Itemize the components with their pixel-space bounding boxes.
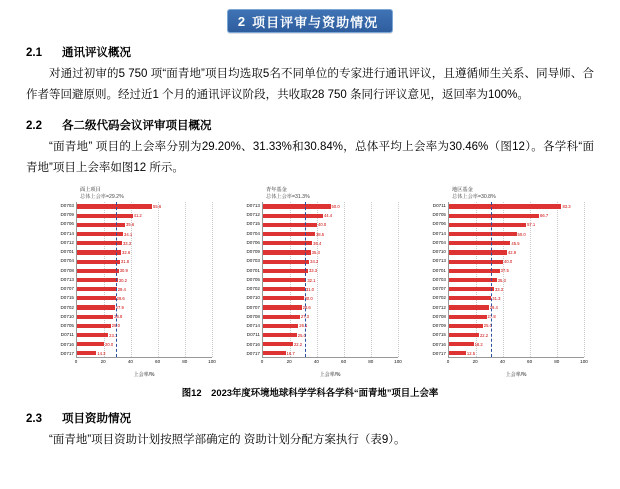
bar-value-label: 22.2 [479,332,489,338]
bar-value-label: 30.9 [119,268,128,274]
paragraph-2-2: “面青地” 项目的上会率分别为29.20%、31.33%和30.84%，总体平均上会率为30.46%（图12）。各学科“面青地”项目上会率如图12 所示。 [26,141,594,174]
y-tick-label: D0707 [60,286,74,292]
bar [77,259,130,265]
bar [77,305,124,311]
bar-value-label: 66.7 [540,213,549,219]
x-tick-label: 60 [527,359,533,364]
document-content [0,44,620,451]
bar-value-label: 20.0 [105,341,114,347]
bar [77,323,120,329]
bar-value-label: 50.0 [331,204,340,210]
y-tick-label: D0701 [432,267,446,273]
y-tick-label: D0714 [60,230,74,236]
bar-value-label: 45.5 [511,240,520,246]
x-tick-label: 0 [74,359,78,364]
section-banner-number: 2 [237,13,246,29]
y-tick-label: D0717 [60,350,74,356]
y-tick-label: D0706 [246,239,260,245]
y-tick-label: D0708 [246,313,260,319]
x-tick-label: 0 [260,359,264,364]
y-tick-label: D0717 [432,350,446,356]
y-tick-label: D0714 [246,323,260,329]
bar [449,323,492,329]
y-tick-label: D0708 [60,267,74,273]
bar-value-label: 23.1 [109,332,118,338]
bar-value-label: 30.2 [118,277,127,283]
figure-caption-text: 2023年度环境地球科学学科各学科“面青地”项目上会率 [211,387,439,398]
chart-bars [263,202,398,357]
bar-value-label: 22.2 [293,341,303,347]
bar-value-label: 35.6 [126,222,135,228]
figure-caption [26,385,594,399]
bar-value-label: 42.9 [507,249,517,255]
section-banner [0,0,620,33]
chart-x-tick-labels [260,358,402,370]
bar-value-label: 33.3 [122,240,132,246]
y-tick-label: D0702 [60,304,74,310]
section-title: 各二级代码会议评审项目概况 [62,120,212,132]
x-tick-label: 80 [368,359,374,364]
x-tick-label: 0 [446,359,450,364]
bar-value-label: 29.4 [117,286,126,292]
bar [77,249,131,255]
bar-value-label: 38.5 [315,231,325,237]
chart-title: 地区基金 总体上会率=30.8% [452,187,496,200]
bar [449,295,501,301]
bar [263,268,318,274]
x-tick-label: 40 [313,359,319,364]
bar [449,286,504,292]
bar-value-label: 28.6 [116,295,125,301]
y-tick-label: D0710 [432,249,446,255]
bar [449,314,496,320]
chart-x-axis-title: 上会率/% [505,372,527,378]
bar-value-label: 26.8 [114,314,123,320]
y-tick-label: D0706 [432,221,446,227]
bar-value-label: 25.0 [483,323,492,329]
bar [263,323,308,329]
bar [449,249,517,255]
bar-value-label: 40.0 [318,222,327,228]
y-tick-label: D0702 [246,286,260,292]
bar-value-label: 35.3 [311,249,320,255]
chart-3 [408,187,588,378]
bar [77,350,106,356]
y-tick-label: D0702 [432,295,446,301]
bar [77,295,125,301]
bar-value-label: 25.0 [297,332,306,338]
section-heading-2-2 [26,117,594,133]
bar [449,305,498,311]
bar-value-label: 18.2 [474,341,483,347]
y-tick-label: D0715 [60,295,74,301]
y-tick-label: D0704 [60,258,74,264]
y-tick-label: D0704 [432,239,446,245]
x-tick-label: 20 [472,359,478,364]
x-tick-label: 100 [394,359,402,364]
bar-value-label: 36.4 [313,240,322,246]
chart-x-tick-labels [446,358,588,370]
y-tick-label: D0709 [60,212,74,218]
bar [263,332,306,338]
y-tick-label: D0705 [432,212,446,218]
y-tick-label: D0711 [60,332,74,338]
chart-2 [222,187,402,378]
bar [77,213,142,219]
chart-plot-area [76,202,212,358]
chart-bars [449,202,584,357]
x-tick-label: 60 [341,359,347,364]
bar [449,240,520,246]
y-tick-label: D0704 [246,230,260,236]
average-reference-line [491,202,492,357]
bar [77,314,123,320]
y-tick-label: D0717 [246,350,260,356]
bar-value-label: 27.9 [115,305,124,311]
y-tick-label: D0707 [432,286,446,292]
bar [263,222,327,228]
x-tick-label: 40 [127,359,133,364]
x-tick-label: 80 [182,359,188,364]
bar-value-label: 33.3 [308,268,318,274]
y-tick-label: D0715 [246,221,260,227]
bar-value-label: 25.0 [111,323,120,329]
bar [449,341,483,347]
bar [263,350,295,356]
chart-title: 面上项目 总体上会率=29.2% [80,187,124,200]
chart-plot-area [448,202,584,358]
x-tick-label: 100 [208,359,216,364]
bar-value-label: 37.5 [500,268,509,274]
bar-value-label: 55.6 [153,204,162,210]
y-tick-label: D0716 [60,341,74,347]
section-number: 2.1 [26,47,42,59]
figure-12 [26,187,594,399]
bar-value-label: 29.4 [489,305,498,311]
bar-value-label: 28.6 [302,305,311,311]
bar [77,277,127,283]
bar-value-label: 31.0 [305,286,314,292]
section-banner-title: 项目评审与资助情况 [252,14,379,30]
bar [77,268,128,274]
y-tick-label: D0712 [432,304,446,310]
chart-y-tick-labels [408,202,448,358]
y-tick-label: D0708 [432,313,446,319]
bar-value-label: 41.2 [133,213,142,219]
bar-value-label: 35.3 [497,277,506,283]
bar [449,277,506,283]
y-tick-label: D0707 [246,304,260,310]
bar [77,341,114,347]
y-tick-label: D0701 [60,249,74,255]
bar-value-label: 32.6 [122,249,131,255]
bar-value-label: 26.1 [299,323,308,329]
y-tick-label: D0711 [246,332,260,338]
bar [449,231,526,237]
chart-1 [36,187,216,378]
bar-value-label: 16.7 [286,350,295,356]
y-tick-label: D0716 [432,341,446,347]
bar [263,341,303,347]
chart-bars [77,202,212,357]
bar-value-label: 31.3 [492,295,501,301]
bar [263,231,325,237]
bar [263,295,313,301]
chart-plot-area [262,202,398,358]
figure-chart-row [26,187,594,378]
bar-value-label: 27.3 [300,314,309,320]
bar [263,314,309,320]
figure-label: 图12 [181,387,202,398]
y-tick-label: D0716 [246,341,260,347]
y-tick-label: D0703 [432,276,446,282]
bar [263,259,319,265]
y-tick-label: D0709 [432,323,446,329]
bar [263,277,316,283]
bar [449,268,509,274]
y-tick-label: D0703 [246,258,260,264]
bar-value-label: 27.8 [487,314,496,320]
y-tick-label: D0710 [60,313,74,319]
y-tick-label: D0713 [60,276,74,282]
bar-value-label: 30.0 [304,295,313,301]
bar [449,350,476,356]
bar-value-label: 50.0 [517,231,526,237]
average-reference-line [305,202,306,357]
bar [449,213,549,219]
y-tick-label: D0713 [432,258,446,264]
bar [77,222,135,228]
y-tick-label: D0712 [60,239,74,245]
bar-value-label: 40.0 [504,259,513,265]
y-tick-label: D0703 [60,203,74,208]
bar-value-label: 83.3 [562,204,571,210]
x-tick-label: 60 [155,359,161,364]
y-tick-label: D0712 [246,212,260,218]
section-heading-2-1 [26,44,594,60]
bar-value-label: 34.2 [310,259,319,265]
y-tick-label: D0706 [60,221,74,227]
y-tick-label: D0701 [246,267,260,273]
chart-x-axis-title: 上会率/% [319,372,341,378]
bar-value-label: 33.3 [494,286,504,292]
y-tick-label: D0715 [432,332,446,338]
x-tick-label: 80 [554,359,560,364]
y-tick-label: D0710 [246,295,260,301]
x-tick-label: 40 [499,359,505,364]
bar [263,213,333,219]
y-tick-label: D0705 [60,323,74,329]
bar-value-label: 14.3 [97,350,106,356]
bar [77,204,162,210]
y-tick-label: D0713 [246,203,260,208]
chart-y-tick-labels [222,202,262,358]
y-tick-label: D0705 [246,276,260,282]
section-heading-2-3 [26,410,594,426]
bar-value-label: 34.1 [124,231,133,237]
section-number: 2.3 [26,413,42,425]
bar [77,240,132,246]
bar-value-label: 44.4 [323,213,333,219]
bar-value-label: 31.8 [120,259,130,265]
bar [263,305,311,311]
bar [449,259,513,265]
bar [449,222,536,228]
average-reference-line [116,202,117,357]
section-title: 通讯评议概况 [62,47,131,59]
section-title: 项目资助情况 [62,413,131,425]
bar-value-label: 57.1 [527,222,536,228]
y-tick-label: D0714 [432,230,446,236]
chart-x-tick-labels [74,358,216,370]
bar [449,204,571,210]
paragraph-2-1: 对通过初审的5 750 项“面青地”项目均选取5名不同单位的专家进行通讯评议，且遵循师生关系、同导师、合作者等回避原则。经过近1 个月的通讯评议阶段，共收取28 750 条同行评议意见，返回率为100%。 [26,68,594,101]
bar [263,204,340,210]
bar [77,286,126,292]
bar [77,332,118,338]
paragraph-2-3: “面青地”项目资助计划按照学部确定的 资助计划分配方案执行（表9）。 [49,434,406,446]
y-tick-label: D0711 [432,203,446,208]
chart-y-tick-labels [36,202,76,358]
x-tick-label: 100 [580,359,588,364]
bar [263,286,314,292]
bar [449,332,489,338]
x-tick-label: 20 [286,359,292,364]
section-number: 2.2 [26,120,42,132]
y-tick-label: D0709 [246,249,260,255]
chart-title: 青年基金 总体上会率=31.3% [266,187,310,200]
bar [263,249,320,255]
bar-value-label: 12.5 [466,350,476,356]
x-tick-label: 20 [100,359,106,364]
bar-value-label: 32.1 [307,277,316,283]
chart-x-axis-title: 上会率/% [133,372,155,378]
